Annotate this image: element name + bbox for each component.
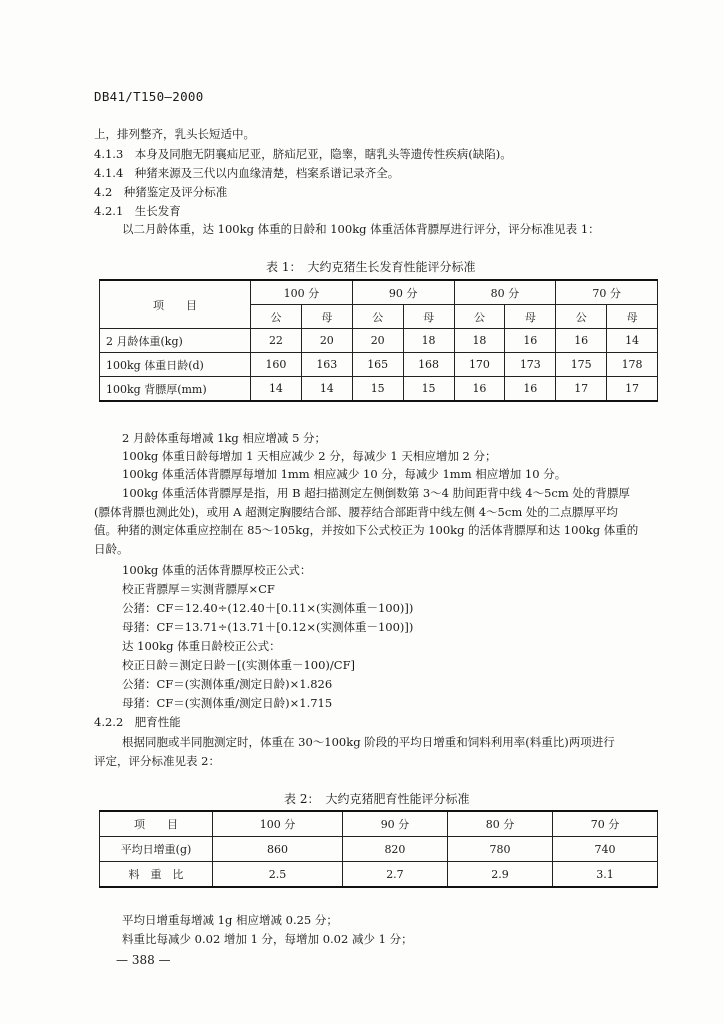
- formula-line: 校正日龄＝测定日龄－[(实测体重－100)/CF]: [122, 658, 356, 672]
- table-cell: 15: [403, 377, 454, 402]
- table1-sex-header: 母: [403, 305, 454, 329]
- table-cell: 173: [505, 353, 556, 377]
- section-4-2-heading: 4.2 种猪鉴定及评分标准: [94, 185, 228, 199]
- table1-sex-header: 母: [607, 305, 658, 329]
- body-line: 100kg 体重活体背膘厚是指，用 B 超扫描测定左侧倒数第 3～4 肋间距背中线 4～5cm 处的背膘厚: [122, 486, 630, 500]
- section-4-2-2-heading: 4.2.2 肥育性能: [94, 715, 181, 729]
- table1-score-header: 100 分: [251, 280, 353, 305]
- table-cell: 2.7: [342, 862, 447, 888]
- clause-4-1-3: 4.1.3 本身及同胞无阴襄疝尼亚，脐疝尼亚，隐睾，瞎乳头等遗传性疾病(缺陷)。: [94, 147, 512, 161]
- table2-score-header: 70 分: [552, 811, 657, 837]
- table-cell: 22: [251, 329, 302, 353]
- body-line: 100kg 体重活体背膘厚每增加 1mm 相应减少 10 分，每减少 1mm 相应增加 10 分。: [122, 467, 567, 481]
- table-cell: 860: [213, 837, 343, 862]
- table1-growth-scoring: [99, 279, 658, 402]
- table-cell: 20: [301, 329, 352, 353]
- table-cell: 3.1: [552, 862, 657, 888]
- body-line: 日龄。: [94, 542, 129, 556]
- table-cell: 2.9: [447, 862, 552, 888]
- table-cell: 17: [556, 377, 607, 402]
- table-row: [100, 862, 658, 888]
- table2-score-header: 80 分: [447, 811, 552, 837]
- table1-sex-header: 母: [505, 305, 556, 329]
- standard-code: DB41/T150—2000: [94, 89, 204, 104]
- row-label: 100kg 背膘厚(mm): [100, 377, 251, 402]
- table1-score-header: 80 分: [454, 280, 556, 305]
- table1-sex-header: 公: [251, 305, 302, 329]
- table-cell: 16: [556, 329, 607, 353]
- table-cell: 20: [352, 329, 403, 353]
- table-cell: 163: [301, 353, 352, 377]
- table2-item-header: 项 目: [100, 811, 213, 837]
- body-line: 平均日增重每增减 1g 相应增减 0.25 分；: [122, 913, 338, 927]
- table-row: [100, 837, 658, 862]
- table-cell: 175: [556, 353, 607, 377]
- formula-heading: 100kg 体重的活体背膘厚校正公式：: [122, 563, 312, 577]
- table-cell: 820: [342, 837, 447, 862]
- body-line: (膘体背膘也测此处)，或用 A 超测定胸腰结合部、腰荐结合部距背中线左侧 4～5cm 处的二点膘厚平均: [94, 505, 618, 519]
- row-label: 平均日增重(g): [100, 837, 213, 862]
- row-label: 料 重 比: [100, 862, 213, 888]
- table-cell: 168: [403, 353, 454, 377]
- table-cell: 14: [301, 377, 352, 402]
- table2-caption: 表 2： 大约克猪肥育性能评分标准: [284, 792, 470, 806]
- table1-score-header: 70 分: [556, 280, 658, 305]
- table-cell: 15: [352, 377, 403, 402]
- formula-line: 校正背膘厚＝实测背膘厚×CF: [122, 582, 275, 596]
- row-label: 100kg 体重日龄(d): [100, 353, 251, 377]
- table1-sex-header: 公: [352, 305, 403, 329]
- table1-sex-header: 公: [556, 305, 607, 329]
- table-cell: 18: [454, 329, 505, 353]
- table-cell: 18: [403, 329, 454, 353]
- formula-line: 母猪：CF＝13.71÷(13.71＋[0.12×(实测体重－100)]): [122, 620, 414, 634]
- body-line: 料重比每减少 0.02 增加 1 分，每增加 0.02 减少 1 分；: [122, 932, 413, 946]
- body-line: 2 月龄体重每增减 1kg 相应增减 5 分；: [122, 431, 327, 445]
- table-cell: 165: [352, 353, 403, 377]
- formula-line: 公猪：CF＝12.40÷(12.40＋[0.11×(实测体重－100)]): [122, 601, 414, 615]
- table-cell: 160: [251, 353, 302, 377]
- formula-line: 母猪：CF＝(实测体重/测定日龄)×1.715: [122, 696, 333, 710]
- section-4-2-1-heading: 4.2.1 生长发育: [94, 204, 181, 218]
- table-cell: 14: [607, 329, 658, 353]
- body-line: 评定，评分标准见表 2：: [94, 754, 220, 768]
- formula-heading: 达 100kg 体重日龄校正公式：: [122, 639, 281, 653]
- table1-score-header: 90 分: [352, 280, 454, 305]
- table-cell: 14: [251, 377, 302, 402]
- table-cell: 780: [447, 837, 552, 862]
- formula-line: 公猪：CF＝(实测体重/测定日龄)×1.826: [122, 677, 333, 691]
- table-row: [100, 353, 658, 377]
- body-line: 根据同胞或半同胞测定时，体重在 30～100kg 阶段的平均日增重和饲料利用率(料重比)两项进行: [122, 735, 615, 749]
- table-cell: 170: [454, 353, 505, 377]
- table-cell: 16: [454, 377, 505, 402]
- table1-sex-header: 母: [301, 305, 352, 329]
- page-number: — 388 —: [116, 953, 171, 967]
- table2-fattening-scoring: [99, 810, 658, 888]
- table1-caption: 表 1： 大约克猪生长发育性能评分标准: [266, 260, 476, 274]
- table-cell: 740: [552, 837, 657, 862]
- table1-sex-header: 公: [454, 305, 505, 329]
- table-cell: 16: [505, 377, 556, 402]
- table-cell: 16: [505, 329, 556, 353]
- clause-4-1-4: 4.1.4 种猪来源及三代以内血缘清楚，档案系谱记录齐全。: [94, 166, 400, 180]
- table2-score-header: 100 分: [213, 811, 343, 837]
- table2-score-header: 90 分: [342, 811, 447, 837]
- table-cell: 2.5: [213, 862, 343, 888]
- table1-item-header: 项 目: [100, 280, 251, 329]
- table-cell: 17: [607, 377, 658, 402]
- body-line: 值。种猪的测定体重应控制在 85～105kg，并按如下公式校正为 100kg 的活体背膘厚和达 100kg 体重的: [94, 523, 639, 537]
- table-row: [100, 329, 658, 353]
- intro-paragraph: 以二月龄体重，达 100kg 体重的日龄和 100kg 体重活体背膘厚进行评分，评分标准见表 1：: [122, 222, 600, 236]
- table-cell: 178: [607, 353, 658, 377]
- row-label: 2 月龄体重(kg): [100, 329, 251, 353]
- intro-line: 上，排列整齐，乳头长短适中。: [94, 127, 255, 141]
- body-line: 100kg 体重日龄每增加 1 天相应减少 2 分，每减少 1 天相应增加 2 分；: [122, 449, 497, 463]
- table-row: [100, 377, 658, 402]
